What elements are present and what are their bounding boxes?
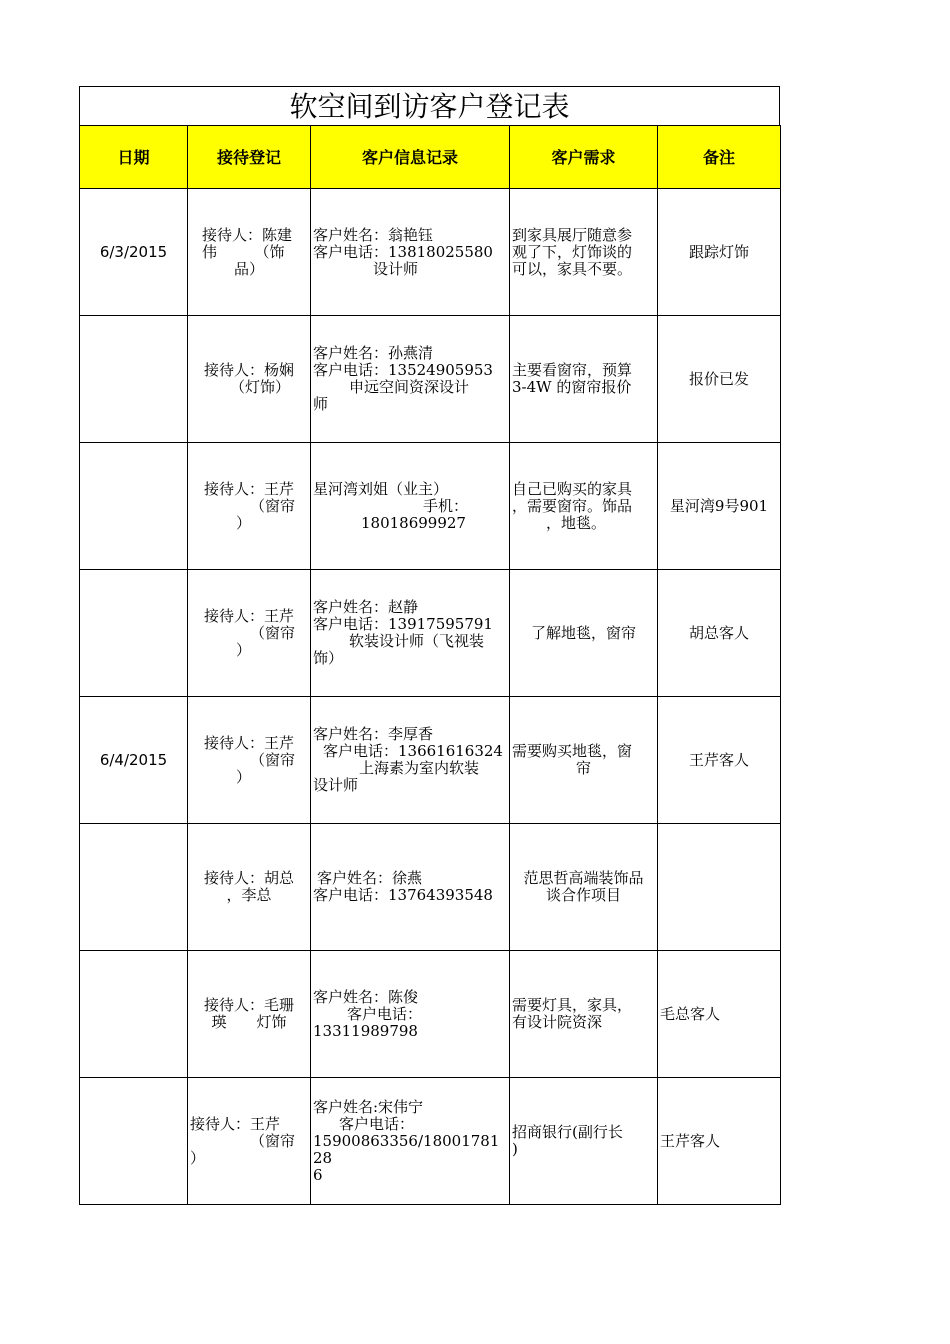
date-cell (80, 824, 188, 951)
note-cell: 报价已发 (658, 316, 781, 443)
info-line: 客户电话： (347, 1004, 423, 1023)
info-line: 客户电话：13661616324 (323, 742, 503, 760)
staff-line: ） (190, 1148, 206, 1167)
header-info: 客户信息记录 (311, 126, 510, 189)
date-cell (80, 443, 188, 570)
info-line: 客户姓名：孙燕清 (313, 344, 434, 362)
date-cell: 6/3/2015 (80, 189, 188, 316)
note-cell: 王芹客人 (658, 1078, 781, 1205)
table-row (80, 570, 781, 697)
info-line: 客户电话：13524905953 (313, 361, 493, 379)
staff-line: 接待人：王芹 (203, 733, 294, 752)
staff-line: （窗帘 (250, 750, 296, 769)
staff-line: 瑛 灯饰 (211, 1013, 287, 1031)
table-row (80, 316, 781, 443)
staff-line: 接待人：王芹 (203, 479, 294, 498)
header-note: 备注 (658, 126, 781, 189)
need-line: 可以，家具不要。 (512, 259, 633, 278)
staff-cell (188, 1078, 311, 1205)
need-line: 有设计院资深 (512, 1013, 603, 1031)
info-line: 饰） (313, 649, 344, 667)
info-line: 客户电话： (339, 1114, 415, 1133)
staff-cell (188, 443, 311, 570)
need-cell (510, 951, 658, 1078)
info-line: 设计师 (313, 776, 359, 794)
staff-line: 伟 （饰 (202, 242, 285, 261)
info-cell (311, 570, 510, 697)
info-line: 客户姓名：徐燕 (317, 869, 423, 887)
need-line: 自己已购买的家具 (512, 479, 633, 498)
note-cell: 王芹客人 (658, 697, 781, 824)
staff-line: 接待人：陈建 (202, 225, 293, 244)
need-line: 需要灯具，家具， (512, 996, 633, 1014)
date-cell (80, 951, 188, 1078)
info-line: 师 (313, 395, 329, 413)
header-need: 客户需求 (510, 126, 658, 189)
staff-cell (188, 697, 311, 824)
staff-line: ） (236, 513, 252, 532)
staff-line: 接待人：王芹 (190, 1114, 281, 1133)
info-cell (311, 443, 510, 570)
need-line: 谈合作项目 (545, 886, 621, 904)
header-date: 日期 (80, 126, 188, 189)
note-cell: 毛总客人 (658, 951, 781, 1078)
info-line: 软装设计师（飞视装 (349, 632, 485, 650)
table-row (80, 189, 781, 316)
header-row (80, 126, 781, 189)
header-staff: 接待登记 (188, 126, 311, 189)
need-line: 帘 (575, 759, 591, 777)
info-line: 星河湾刘姐（业主） (313, 479, 449, 498)
info-line: 手机： (423, 496, 469, 515)
staff-line: 接待人：毛珊 (203, 996, 294, 1014)
staff-cell (188, 824, 311, 951)
staff-line: ，李总 (226, 886, 272, 904)
info-line: 15900863356/1800178128 (313, 1131, 500, 1167)
need-line: 范思哲高端装饰品 (523, 869, 644, 887)
info-cell (311, 824, 510, 951)
staff-line: （窗帘 (250, 496, 296, 515)
info-line: 设计师 (373, 259, 419, 278)
info-line: 客户姓名:宋伟宁 (313, 1097, 424, 1116)
staff-line: 接待人：王芹 (203, 606, 294, 625)
info-line: 申远空间资深设计 (349, 378, 470, 396)
info-cell (311, 697, 510, 824)
info-line: 18018699927 (361, 513, 466, 532)
info-line: 客户姓名：赵静 (313, 598, 419, 616)
need-cell (510, 443, 658, 570)
staff-line: ） (236, 640, 252, 659)
info-line: 客户电话：13818025580 (313, 242, 493, 261)
sheet-title: 软空间到访客户登记表 (79, 86, 780, 125)
info-line: 客户姓名：李厚香 (313, 725, 434, 743)
info-cell (311, 316, 510, 443)
need-cell (510, 697, 658, 824)
need-line: 了解地毯，窗帘 (530, 623, 636, 642)
staff-line: 品） (233, 259, 264, 278)
staff-line: （窗帘 (250, 1131, 296, 1150)
staff-line: ） (236, 767, 252, 786)
note-cell: 胡总客人 (658, 570, 781, 697)
info-line: 客户电话：13917595791 (313, 615, 493, 633)
date-cell (80, 570, 188, 697)
info-line: 13311989798 (313, 1021, 418, 1040)
staff-line: （窗帘 (250, 623, 296, 642)
need-line: ) (512, 1140, 518, 1158)
need-line: 到家具展厅随意参 (512, 225, 633, 244)
staff-cell (188, 316, 311, 443)
date-cell (80, 1078, 188, 1205)
info-line: 6 (313, 1165, 323, 1184)
need-line: 主要看窗帘，预算 (512, 361, 633, 379)
info-line: 客户电话：13764393548 (313, 886, 493, 904)
need-line: ，地毯。 (546, 513, 607, 532)
info-line: 客户姓名：翁艳钰 (313, 225, 434, 244)
registration-sheet (79, 86, 780, 1205)
visitor-table (79, 125, 781, 1205)
table-row (80, 951, 781, 1078)
need-line: ，需要窗帘。饰品 (512, 496, 633, 515)
staff-line: 接待人：胡总 (203, 869, 294, 887)
need-cell (510, 189, 658, 316)
need-line: 需要购买地毯，窗 (512, 742, 633, 760)
need-line: 观了下，灯饰谈的 (512, 242, 633, 261)
need-cell (510, 570, 658, 697)
info-line: 客户姓名：陈俊 (313, 987, 419, 1006)
need-line: 招商银行(副行长 (512, 1123, 623, 1141)
note-cell: 星河湾9号901 (658, 443, 781, 570)
info-cell (311, 951, 510, 1078)
staff-cell (188, 189, 311, 316)
need-cell (510, 824, 658, 951)
note-cell (658, 824, 781, 951)
need-line: 3-4W 的窗帘报价 (512, 378, 632, 396)
info-cell (311, 189, 510, 316)
info-cell (311, 1078, 510, 1205)
staff-cell (188, 570, 311, 697)
need-cell (510, 1078, 658, 1205)
date-cell (80, 316, 188, 443)
info-line: 上海素为室内软装 (359, 759, 480, 777)
table-row (80, 443, 781, 570)
staff-cell (188, 951, 311, 1078)
date-cell: 6/4/2015 (80, 697, 188, 824)
staff-line: 接待人：杨娴 (203, 361, 294, 379)
table-row (80, 824, 781, 951)
need-cell (510, 316, 658, 443)
note-cell: 跟踪灯饰 (658, 189, 781, 316)
table-row (80, 697, 781, 824)
table-row (80, 1078, 781, 1205)
staff-line: （灯饰） (230, 378, 291, 396)
